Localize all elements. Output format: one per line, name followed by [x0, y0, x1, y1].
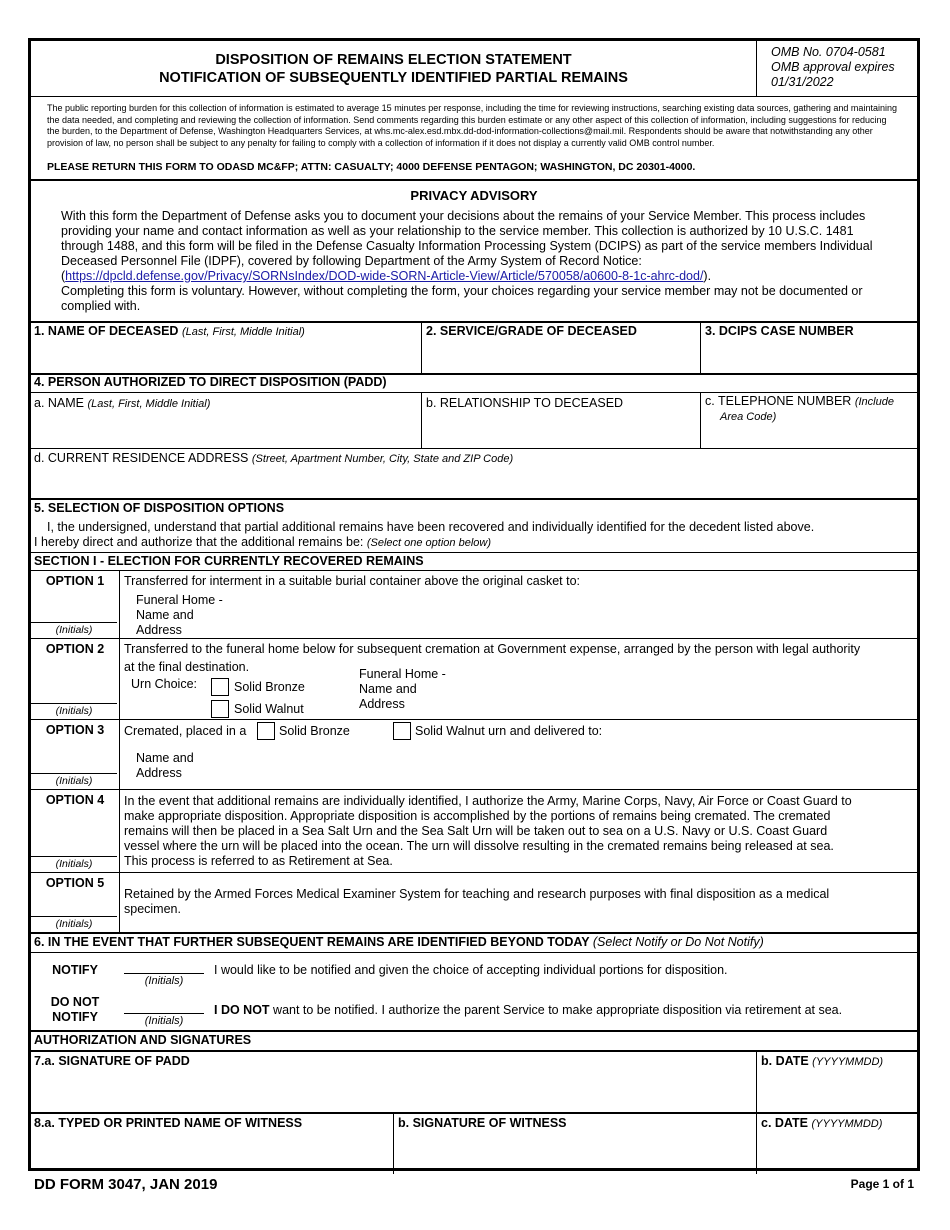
name-of-deceased-hint: (Last, First, Middle Initial) [181, 326, 305, 338]
divider [31, 1050, 917, 1052]
link-open-paren: ( [61, 269, 66, 283]
padd-name-label [34, 396, 210, 412]
return-address: PLEASE RETURN THIS FORM TO ODASD MC&FP; ATTN: CASUALTY; 4000 DEFENSE PENTAGON; WASHINGTON, DC 20301-4000. [47, 161, 696, 173]
option-3-name-address [136, 751, 194, 781]
option-1-initials[interactable]: (Initials) [31, 622, 117, 636]
option-1-fh-line3: Address [136, 623, 182, 637]
service-grade-input[interactable] [423, 341, 699, 371]
section-6-title [34, 935, 764, 949]
divider [700, 392, 701, 448]
option-1-funeral-home [136, 593, 223, 638]
padd-name-input[interactable] [31, 413, 420, 447]
do-not-notify-text [214, 1003, 842, 1018]
telephone-text: c. TELEPHONE NUMBER [705, 394, 852, 408]
padd-name-text: a. NAME [34, 396, 85, 410]
option-4-label: OPTION 4 [45, 793, 105, 807]
option-1-fh-line1: Funeral Home - [136, 593, 223, 607]
link-close-paren: ). [703, 269, 712, 283]
omb-block [771, 45, 895, 90]
option-3-initials[interactable]: (Initials) [31, 773, 117, 787]
divider [31, 321, 917, 323]
padd-name-hint: (Last, First, Middle Initial) [87, 398, 211, 410]
address-input[interactable] [31, 469, 917, 497]
divider [31, 638, 917, 639]
field-1-label [34, 324, 305, 338]
address-label [34, 451, 513, 467]
option-2-solid-bronze-checkbox[interactable] [211, 678, 229, 696]
form-title-line1: DISPOSITION OF REMAINS ELECTION STATEMENT [215, 52, 572, 68]
service-grade-label: 2. SERVICE/GRADE OF DECEASED [426, 324, 637, 338]
option-2-solid-bronze-label: Solid Bronze [234, 680, 305, 694]
option-4-initials[interactable]: (Initials) [31, 856, 117, 870]
divider [31, 448, 917, 449]
option-1-fh-line2: Name and [136, 608, 194, 622]
divider [31, 932, 917, 934]
dd-form-3047 [28, 38, 920, 1171]
option-2-fh-line1: Funeral Home - [359, 667, 446, 681]
burden-statement: The public reporting burden for this collection of information is estimated to average 15 minutes per response, including the time for reviewing instructions, searching existing data sources, gathering and maintaining the data needed, and completing and reviewing the collection of information. Send comments regarding this burden estimate or any other aspect of this collection of information, including suggestions for reducing the burden, to the Department of Defense, Washington Headquarters Services, at whs.mc-alex.esd.mbx.dd-dod-information-collections@mail.mil. Respondents should be aware that notwithstanding any other provision of law, no person shall be subject to any penalty for failing to comply with a collection of information if it does not display a currently valid OMB control number. [47, 103, 897, 148]
divider [421, 321, 422, 373]
padd-date-input[interactable] [759, 1071, 917, 1111]
privacy-body [61, 209, 891, 314]
section-5-line1: I, the undersigned, understand that partial additional remains have been recovered and individually identified for the decedent listed above. [47, 520, 815, 534]
form-identifier: DD FORM 3047, JAN 2019 [34, 1176, 218, 1193]
divider [31, 789, 917, 790]
option-4-text: In the event that additional remains are individually identified, I authorize the Army, Marine Corps, Navy, Air Force or Coast Guard to make appropriate disposition. Appropriate disposition is accomplished by the portions of remains being cremated. The cremated remains will then be placed in a Sea Salt Urn and the Sea Salt Urn will be taken out to sea on a U.S. Navy or U.S. Coast Guard vessel where the urn will be placed into the ocean. The urn will dissolve resulting in the cremated remains being released at sea. This process is referred to as Retirement at Sea. [124, 794, 852, 868]
section-6-title-hint: (Select Notify or Do Not Notify) [592, 935, 764, 949]
divider [31, 498, 917, 500]
do-not-notify-rest: want to be notified. I authorize the parent Service to make appropriate disposition via retirement at sea. [269, 1003, 843, 1017]
do-not-notify-initials-label: (Initials) [144, 1015, 184, 1027]
option-3-solid-bronze-label: Solid Bronze [279, 724, 350, 738]
option-3-text: Cremated, placed in a [124, 724, 247, 738]
notify-initials-line[interactable] [124, 973, 204, 974]
option-1-label: OPTION 1 [45, 574, 105, 588]
option-5-text: Retained by the Armed Forces Medical Examiner System for teaching and research purposes with final disposition as a medical specimen. [124, 887, 830, 916]
section-5-line2-hint: (Select one option below) [366, 537, 491, 549]
divider [31, 552, 917, 553]
address-hint: (Street, Apartment Number, City, State and ZIP Code) [251, 453, 514, 465]
option-5-initials[interactable]: (Initials) [31, 916, 117, 930]
witness-name-input[interactable] [31, 1133, 391, 1171]
witness-signature-field[interactable] [395, 1133, 755, 1171]
section-5-line2 [34, 535, 491, 551]
options-column-divider [119, 570, 120, 933]
witness-signature-label: b. SIGNATURE OF WITNESS [398, 1116, 567, 1130]
section-5-line2-text: I hereby direct and authorize that the additional remains be: [34, 535, 364, 549]
option-2-solid-walnut-checkbox[interactable] [211, 700, 229, 718]
notify-initials-label: (Initials) [144, 975, 184, 987]
witness-date-hint: (YYYYMMDD) [811, 1118, 883, 1130]
option-1-text: Transferred for interment in a suitable burial container above the original casket to: [124, 574, 581, 588]
option-3-solid-walnut-label: Solid Walnut urn and delivered to: [415, 724, 603, 738]
option-5-label: OPTION 5 [45, 876, 105, 890]
witness-date-label [761, 1116, 882, 1130]
do-not-notify-label [31, 995, 119, 1025]
omb-expiration-date: 01/31/2022 [771, 75, 834, 89]
omb-number: OMB No. 0704-0581 [771, 45, 886, 59]
omb-expires-label: OMB approval expires [771, 60, 895, 74]
name-of-deceased-input[interactable] [31, 341, 420, 371]
urn-choice-label: Urn Choice: [131, 677, 197, 691]
telephone-input[interactable] [702, 425, 917, 447]
notify-text: I would like to be notified and given the choice of accepting individual portions for disposition. [214, 963, 728, 977]
divider [700, 321, 701, 373]
do-not-notify-line2: NOTIFY [52, 1010, 98, 1024]
signatures-title: AUTHORIZATION AND SIGNATURES [34, 1033, 252, 1047]
option-2-label: OPTION 2 [45, 642, 105, 656]
page-number: Page 1 of 1 [850, 1177, 914, 1191]
padd-date-label [761, 1054, 883, 1068]
divider [31, 1030, 917, 1032]
divider [393, 1112, 394, 1174]
divider [31, 872, 917, 873]
section-5-title: 5. SELECTION OF DISPOSITION OPTIONS [34, 501, 285, 515]
section-1-title: SECTION I - ELECTION FOR CURRENTLY RECOVERED REMAINS [34, 554, 424, 568]
relationship-label: b. RELATIONSHIP TO DECEASED [426, 396, 624, 410]
privacy-voluntary: Completing this form is voluntary. However, without completing the form, your choices regarding your service member may not be documented or complied with. [61, 284, 863, 313]
option-2-solid-walnut-label: Solid Walnut [234, 702, 304, 716]
padd-signature-field[interactable] [31, 1071, 755, 1111]
form-title-line2: NOTIFICATION OF SUBSEQUENTLY IDENTIFIED PARTIAL REMAINS [159, 70, 628, 86]
divider [31, 1112, 917, 1114]
telephone-hint-2: Area Code) [720, 411, 777, 423]
option-3-na-line1: Name and [136, 751, 194, 765]
telephone-hint-1: (Include [854, 396, 894, 408]
section-6-title-text: 6. IN THE EVENT THAT FURTHER SUBSEQUENT REMAINS ARE IDENTIFIED BEYOND TODAY [34, 935, 590, 949]
telephone-label [705, 394, 894, 425]
option-3-solid-walnut-checkbox[interactable] [393, 722, 411, 740]
witness-date-text: c. DATE [761, 1116, 808, 1130]
header-divider [756, 41, 757, 96]
padd-date-hint: (YYYYMMDD) [812, 1056, 884, 1068]
dcips-case-number-label: 3. DCIPS CASE NUMBER [705, 324, 854, 338]
form-title [31, 51, 756, 87]
witness-date-input[interactable] [759, 1133, 917, 1171]
option-2-text-1: Transferred to the funeral home below for subsequent cremation at Government expense, arranged by the person with legal authority [124, 642, 861, 656]
privacy-text: With this form the Department of Defense asks you to document your decisions about the remains of your Service Member. This process includes providing your name and contact information as well as your relationship to the service member. This collection is authorized by 10 U.S.C. 1481 through 1488, and this form will be filed in the Defense Casualty Information Processing System (DCIPS) as part of the service members Individual Deceased Personnel File (IDPF), covered by following Department of the Army System of Record Notice: [61, 209, 873, 268]
privacy-title: PRIVACY ADVISORY [410, 188, 538, 203]
do-not-notify-initials-line[interactable] [124, 1013, 204, 1014]
divider [31, 570, 917, 571]
divider [31, 179, 917, 181]
dcips-case-number-input[interactable] [702, 341, 917, 371]
option-2-fh-line2: Name and [359, 682, 417, 696]
sorn-link[interactable]: https://dpcld.defense.gov/Privacy/SORNsIndex/DOD-wide-SORN-Article-View/Article/570058/a0600-8-1c-ahrc-dod/ [65, 269, 704, 283]
relationship-input[interactable] [423, 413, 699, 447]
address-text: d. CURRENT RESIDENCE ADDRESS [34, 451, 249, 465]
padd-date-text: b. DATE [761, 1054, 809, 1068]
do-not-notify-bold: I DO NOT [214, 1003, 270, 1017]
option-3-solid-bronze-checkbox[interactable] [257, 722, 275, 740]
option-2-text-2: at the final destination. [124, 660, 250, 674]
padd-section-title: 4. PERSON AUTHORIZED TO DIRECT DISPOSITION (PADD) [34, 375, 387, 389]
divider [421, 392, 422, 448]
name-of-deceased-label: 1. NAME OF DECEASED [34, 324, 179, 338]
option-2-fh-line3: Address [359, 697, 405, 711]
divider [31, 952, 917, 953]
option-3-na-line2: Address [136, 766, 182, 780]
do-not-notify-line1: DO NOT [50, 995, 100, 1009]
option-2-initials[interactable]: (Initials) [31, 703, 117, 717]
privacy-link-line [61, 269, 891, 284]
divider [31, 96, 917, 97]
option-2-funeral-home [359, 667, 446, 712]
witness-name-label: 8.a. TYPED OR PRINTED NAME OF WITNESS [34, 1116, 303, 1130]
option-3-label: OPTION 3 [45, 723, 105, 737]
divider [31, 392, 917, 393]
divider [31, 719, 917, 720]
padd-signature-label: 7.a. SIGNATURE OF PADD [34, 1054, 190, 1068]
notify-label: NOTIFY [52, 963, 98, 977]
